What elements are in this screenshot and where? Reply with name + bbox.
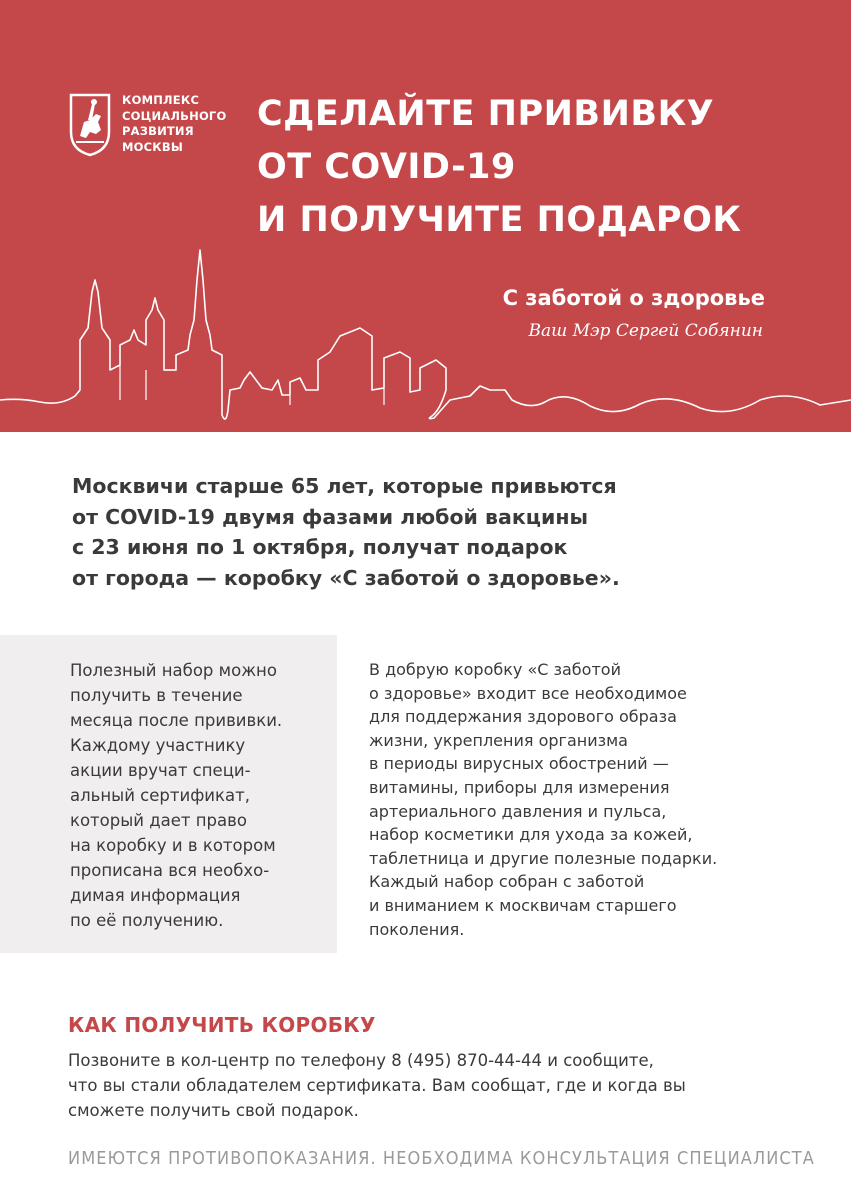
right-line-6: витамины, приборы для измерения — [369, 777, 670, 797]
intro-line-2: от COVID-19 двумя фазами любой вакцины — [72, 504, 589, 529]
right-line-4: жизни, укрепления организма — [369, 730, 628, 750]
org-line-1: КОМПЛЕКС — [122, 93, 200, 107]
intro-line-4: от города — коробку «С заботой о здоровье». — [72, 565, 620, 590]
certificate-info — [70, 658, 340, 933]
org-line-2: СОЦИАЛЬНОГО — [122, 108, 227, 123]
right-line-1: В добрую коробку «С заботой — [369, 660, 621, 679]
header-banner — [0, 0, 851, 432]
right-line-10: Каждый набор собран с заботой — [369, 872, 645, 892]
right-line-12: поколения. — [369, 919, 465, 939]
mayor-signature: Ваш Мэр Сергей Собянин — [528, 321, 763, 341]
right-line-9: таблетница и другие полезные подарки. — [369, 848, 718, 868]
organization-name — [122, 93, 226, 155]
left-line-2: получить в течение — [70, 686, 243, 705]
how-to-heading: КАК ПОЛУЧИТЬ КОРОБКУ — [68, 1013, 376, 1037]
page-title — [257, 88, 741, 247]
how-line-2: что вы стали обладателем сертификата. Вам сообщат, где и когда вы — [68, 1076, 686, 1095]
headline-line-2: ОТ COVID-19 — [257, 147, 516, 187]
right-line-7: артериального давления и пульса, — [369, 801, 667, 821]
how-line-3: сможете получить свой подарок. — [68, 1101, 359, 1120]
slogan: С заботой о здоровье — [502, 286, 765, 310]
left-line-3: месяца после прививки. — [70, 711, 283, 730]
left-line-1: Полезный набор можно — [70, 661, 277, 680]
left-line-7: который дает право — [70, 811, 247, 830]
headline-line-3: И ПОЛУЧИТЕ ПОДАРОК — [257, 200, 742, 240]
left-line-9: прописана вся необхо- — [70, 861, 270, 880]
right-line-8: набор косметики для ухода за кожей, — [369, 825, 693, 845]
intro-line-3: с 23 июня по 1 октября, получат подарок — [72, 535, 568, 559]
how-to-text — [68, 1048, 788, 1123]
right-line-5: в периоды вирусных обострений — — [369, 754, 669, 774]
city-skyline-illustration — [0, 240, 851, 432]
left-line-4: Каждому участнику — [70, 736, 246, 755]
moscow-coat-of-arms-icon — [68, 92, 112, 158]
disclaimer: ИМЕЮТСЯ ПРОТИВОПОКАЗАНИЯ. НЕОБХОДИМА КОНСУЛЬТАЦИЯ СПЕЦИАЛИСТА — [68, 1148, 815, 1169]
how-line-1: Позвоните в кол-центр по телефону 8 (495) 870-44-44 и сообщите, — [68, 1051, 654, 1070]
intro-paragraph — [72, 471, 772, 593]
right-line-3: для поддержания здорового образа — [369, 707, 677, 727]
org-line-3: РАЗВИТИЯ — [122, 124, 194, 138]
right-line-11: и вниманием к москвичам старшего — [369, 895, 677, 915]
box-contents-info — [369, 658, 789, 941]
left-line-11: по её получению. — [70, 911, 224, 930]
intro-line-1: Москвичи старше 65 лет, которые привьются — [72, 474, 617, 498]
right-line-2: о здоровье» входит все необходимое — [369, 683, 687, 703]
left-line-8: на коробку и в котором — [70, 836, 276, 855]
headline-line-1: СДЕЛАЙТЕ ПРИВИВКУ — [257, 94, 715, 134]
left-line-6: альный сертификат, — [70, 786, 250, 805]
left-line-10: димая информация — [70, 886, 241, 905]
org-line-4: МОСКВЫ — [122, 139, 183, 154]
left-line-5: акции вручат специ- — [70, 761, 251, 780]
